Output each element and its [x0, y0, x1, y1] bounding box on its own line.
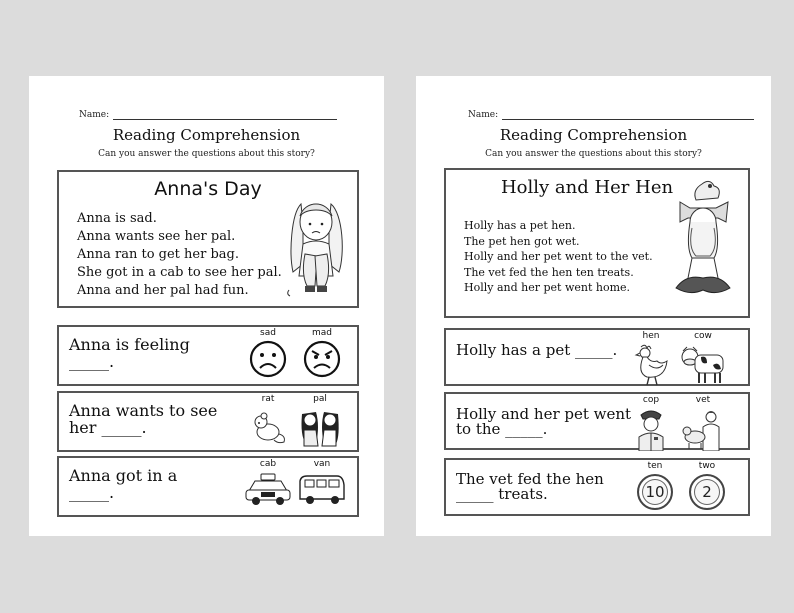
answer-option-vet[interactable]: [678, 394, 728, 452]
option-label: cab: [259, 459, 277, 469]
question-box: [57, 456, 359, 517]
question-box: [444, 458, 750, 516]
question-text: The vet fed the hen _____ treats.: [456, 470, 604, 503]
police-officer-icon: [633, 407, 669, 451]
answer-option-two[interactable]: [682, 460, 732, 518]
story-line: Holly has a pet hen.: [464, 219, 576, 232]
question-text: Anna wants to see her _____.: [69, 401, 218, 437]
story-line: Anna is sad.: [77, 211, 157, 226]
option-label: mad: [312, 328, 332, 338]
answer-option-hen[interactable]: [626, 330, 676, 388]
sad-face-icon: [249, 340, 287, 378]
story-box: [444, 168, 750, 318]
story-line: Anna wants see her pal.: [77, 229, 236, 244]
option-label: sad: [260, 328, 276, 338]
option-label: rat: [261, 394, 275, 404]
story-line: Holly and her pet went home.: [464, 281, 631, 294]
option-label: cow: [694, 331, 712, 341]
option-label: pal: [313, 394, 327, 404]
worksheet-title: Reading Comprehension: [112, 126, 301, 144]
question-box: [57, 325, 359, 386]
story-line: Anna and her pal had fun.: [77, 283, 249, 298]
story-box: [57, 170, 359, 308]
hen-icon: [631, 343, 671, 387]
number-two-coin: [689, 474, 725, 510]
option-label: hen: [642, 331, 660, 341]
coin-value: 2: [702, 483, 712, 501]
coin-value: 10: [645, 483, 665, 501]
worksheet-subtitle: Can you answer the questions about this story?: [98, 149, 315, 159]
answer-option-mad[interactable]: [297, 327, 347, 385]
name-label: Name:: [79, 110, 110, 120]
story-line: The vet fed the hen ten treats.: [464, 265, 634, 279]
story-line: Holly and her pet went to the vet.: [464, 250, 653, 263]
story-line: The pet hen got wet.: [464, 234, 580, 248]
story-text: [77, 210, 282, 300]
worksheet-holly-and-her-hen: [416, 76, 771, 536]
answer-option-pal[interactable]: [295, 393, 345, 451]
girl-sitting-illustration: [281, 194, 351, 302]
van-icon: [297, 471, 347, 507]
question-box: [444, 392, 750, 450]
option-label: van: [313, 459, 331, 469]
option-label: vet: [695, 395, 711, 405]
worksheet-subtitle: Can you answer the questions about this story?: [485, 149, 702, 159]
rat-icon: [248, 406, 288, 446]
story-title: Holly and Her Hen: [500, 177, 674, 198]
number-ten-coin: [637, 474, 673, 510]
two-girls-icon: [298, 406, 342, 448]
story-title: Anna's Day: [154, 178, 262, 200]
option-label: cop: [642, 395, 660, 405]
girl-with-hen-illustration: [666, 178, 740, 308]
mad-face-icon: [303, 340, 341, 378]
worksheet-annas-day: [29, 76, 384, 536]
answer-option-cow[interactable]: [678, 330, 728, 388]
name-field: [468, 109, 754, 120]
question-text: Holly has a pet _____.: [456, 341, 618, 359]
answer-option-cab[interactable]: [243, 458, 293, 516]
story-line: Anna ran to get her bag.: [77, 247, 239, 262]
question-box: [57, 391, 359, 452]
answer-option-cop[interactable]: [626, 394, 676, 452]
name-label: Name:: [468, 110, 499, 120]
answer-option-van[interactable]: [297, 458, 347, 516]
answer-option-sad[interactable]: [243, 327, 293, 385]
answer-option-rat[interactable]: [243, 393, 293, 451]
taxi-cab-icon: [243, 471, 293, 507]
story-line: She got in a cab to see her pal.: [77, 265, 282, 280]
name-line: [113, 109, 337, 120]
name-line: [502, 109, 754, 120]
cow-icon: [679, 343, 727, 385]
question-text: Anna is feeling _____.: [69, 335, 190, 371]
question-text: Holly and her pet went to the _____.: [456, 405, 632, 438]
option-label: two: [698, 461, 716, 471]
option-label: ten: [647, 461, 663, 471]
question-text: Anna got in a _____.: [69, 466, 178, 502]
veterinarian-with-dog-icon: [681, 407, 725, 451]
worksheet-title: Reading Comprehension: [499, 126, 688, 144]
answer-option-ten[interactable]: [630, 460, 680, 518]
name-field: [79, 109, 337, 120]
question-box: [444, 328, 750, 386]
story-text: [464, 218, 653, 296]
